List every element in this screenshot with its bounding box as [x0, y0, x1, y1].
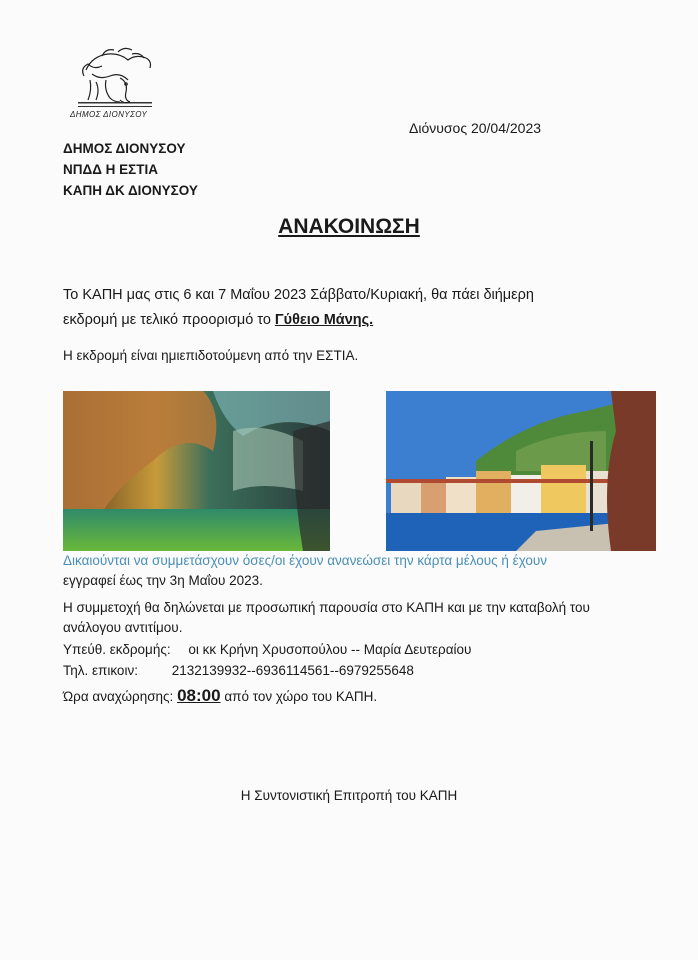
eligibility-line-1: Δικαιούνται να συμμετάσχουν όσες/οι έχουν ανανεώσει την κάρτα μέλους ή έχουν — [63, 553, 548, 568]
logo-caption: ΔΗΜΟΣ ΔΙΟΝΥΣΟΥ — [70, 110, 148, 119]
participation-line-2: ανάλογου αντιτίμου. — [63, 620, 183, 635]
responsible-row — [63, 640, 471, 660]
participation-line-1: Η συμμετοχή θα δηλώνεται με προσωπική παρουσία στο ΚΑΠΗ και με την καταβολή του — [63, 600, 590, 615]
subsidy-note: Η εκδρομή είναι ημιεπιδοτούμενη από την ΕΣΤΙΑ. — [63, 348, 359, 363]
phones-label: Τηλ. επικοιν: — [63, 663, 138, 678]
destination: Γύθειο Μάνης. — [274, 312, 374, 328]
responsible-label: Υπεύθ. εκδρομής: — [63, 642, 171, 657]
org-line-municipality: ΔΗΜΟΣ ΔΙΟΝΥΣΟΥ — [63, 141, 186, 156]
responsible-value: οι κκ Κρήνη Χρυσοπούλου -- Μαρία Δευτεραίου — [188, 642, 472, 657]
phones-row — [63, 661, 414, 681]
intro-line-2 — [63, 308, 373, 332]
announcement-heading: ΑΝΑΚΟΙΝΩΣΗ — [278, 215, 420, 238]
document-date: Διόνυσος 20/04/2023 — [409, 120, 542, 136]
cave-photo — [63, 391, 330, 551]
intro-text: εκδρομή με τελικό προορισμό το — [63, 312, 271, 328]
departure-row — [63, 686, 377, 707]
departure-label: Ώρα αναχώρησης: — [63, 689, 174, 704]
org-line-center: ΚΑΠΗ ΔΚ ΔΙΟΝΥΣΟΥ — [63, 183, 198, 198]
eligibility-line-2: εγγραφεί έως την 3η Μαΐου 2023. — [63, 573, 263, 588]
departure-place: από τον χώρο του ΚΑΠΗ. — [224, 689, 378, 704]
org-line-entity: ΝΠΔΔ Η ΕΣΤΙΑ — [63, 162, 159, 177]
phones-value: 2132139932--6936114561--6979255648 — [171, 663, 414, 678]
intro-line-1: Το ΚΑΠΗ μας στις 6 και 7 Μαΐου 2023 Σάββατο/Κυριακή, θα πάει διήμερη — [63, 287, 534, 303]
departure-time: 08:00 — [177, 686, 221, 705]
signature: Η Συντονιστική Επιτροπή του ΚΑΠΗ — [240, 788, 458, 803]
harbour-photo — [386, 391, 656, 551]
